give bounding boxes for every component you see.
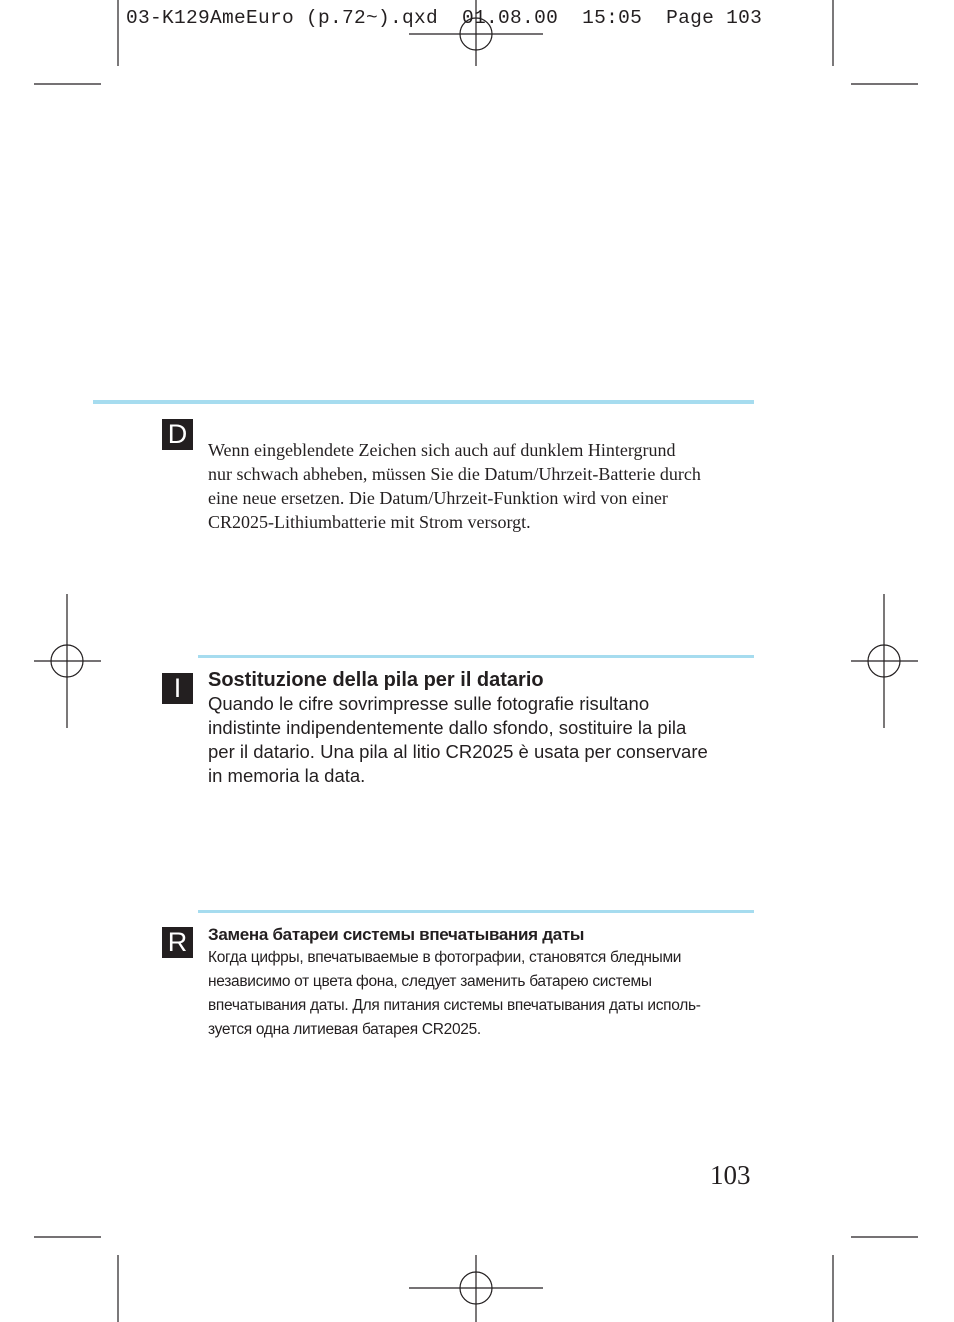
body-line: независимо от цвета фона, следует заменить батарею системы <box>208 973 652 990</box>
body-line: in memoria la data. <box>208 765 366 786</box>
section-divider-de <box>93 400 754 404</box>
section-divider-it <box>198 655 754 658</box>
registration-mark-top <box>409 0 543 66</box>
section-it-body <box>208 692 758 788</box>
registration-mark-left <box>34 594 101 728</box>
body-line: indistinte indipendentemente dallo sfondo, sostituire la pila <box>208 717 687 738</box>
body-line: Wenn eingeblendete Zeichen sich auch auf dunklem Hintergrund <box>208 440 676 460</box>
registration-mark-bottom <box>409 1255 543 1322</box>
section-ru <box>208 924 758 1042</box>
body-line: зуется одна литиевая батарея CR2025. <box>208 1021 481 1038</box>
language-badge-it: I <box>162 673 193 704</box>
section-divider-ru <box>198 910 754 913</box>
section-ru-body <box>208 946 758 1042</box>
section-it <box>208 668 758 788</box>
body-line: Quando le cifre sovrimpresse sulle fotografie risultano <box>208 693 650 714</box>
print-slug: 03-K129AmeEuro (p.72~).qxd 01.08.00 15:05 Page 103 <box>126 7 763 29</box>
body-line: CR2025-Lithiumbatterie mit Strom versorgt. <box>208 512 531 532</box>
section-ru-title: Замена батареи системы впечатывания даты <box>208 925 585 944</box>
body-line: впечатывания даты. Для питания системы впечатывания даты исполь- <box>208 997 701 1014</box>
registration-mark-right <box>851 594 918 728</box>
body-line: nur schwach abheben, müssen Sie die Datum/Uhrzeit-Batterie durch <box>208 464 701 484</box>
language-badge-ru: R <box>162 927 193 958</box>
section-de-body <box>208 438 758 534</box>
body-line: eine neue ersetzen. Die Datum/Uhrzeit-Funktion wird von einer <box>208 488 668 508</box>
section-it-title: Sostituzione della pila per il datario <box>208 669 544 691</box>
language-badge-de: D <box>162 419 193 450</box>
body-line: Когда цифры, впечатываемые в фотографии, становятся бледными <box>208 949 682 966</box>
body-line: per il datario. Una pila al litio CR2025 è usata per conservare <box>208 741 708 762</box>
page-number: 103 <box>710 1160 751 1190</box>
